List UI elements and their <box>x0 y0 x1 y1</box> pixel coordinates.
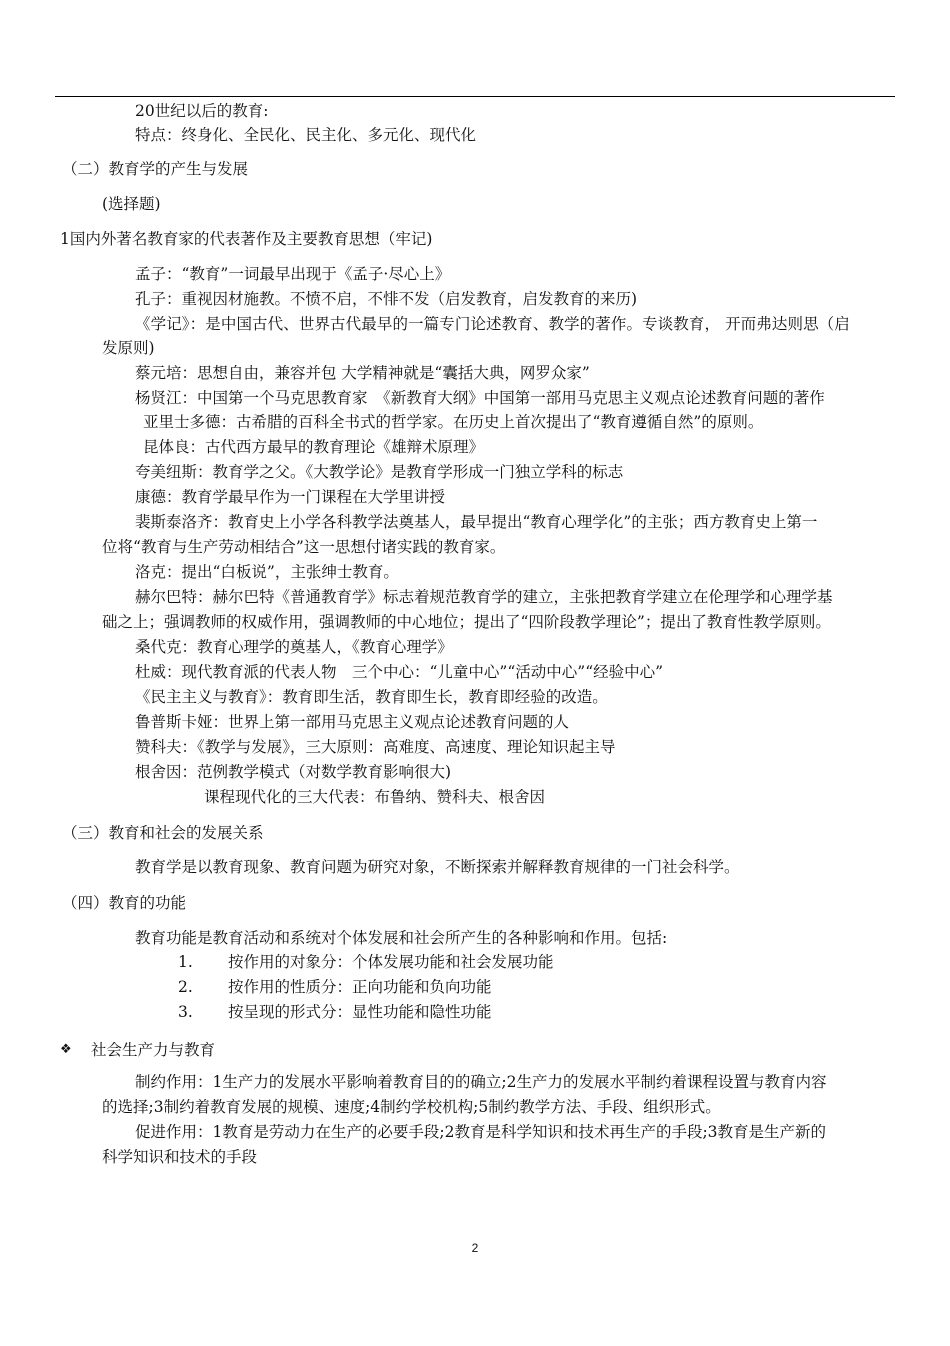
era-label: 20世纪以后的教育: <box>135 102 269 120</box>
educator-item-cont: 发原则) <box>102 339 155 357</box>
era-features: 特点：终身化、全民化、民主化、多元化、现代化 <box>135 126 477 144</box>
list-text: 按作用的性质分：正向功能和负向功能 <box>228 978 492 996</box>
educator-item: 杨贤江：中国第一个马克思教育家 《新教育大纲》中国第一部用马克思主义观点论述教育问题的著作 <box>135 389 825 407</box>
educator-item: 桑代克：教育心理学的奠基人，《教育心理学》 <box>135 638 453 656</box>
educator-item: 赞科夫：《教学与发展》，三大原则：高难度、高速度、理论知识起主导 <box>135 738 616 756</box>
section2-title: （二）教育学的产生与发展 <box>62 160 249 178</box>
section3-title: （三）教育和社会的发展关系 <box>62 824 264 842</box>
educator-item: 孔子：重视因材施教。不愤不启，不悱不发（启发教育，启发教育的来历) <box>135 290 638 308</box>
educator-item: 康德：教育学最早作为一门课程在大学里讲授 <box>135 488 446 506</box>
section2-subtitle: 1国内外著名教育家的代表著作及主要教育思想（牢记) <box>60 230 433 248</box>
page-number: 2 <box>471 1241 479 1255</box>
section3-text: 教育学是以教育现象、教育问题为研究对象，不断探索并解释教育规律的一门社会科学。 <box>135 858 740 876</box>
educator-item: 夸美纽斯：教育学之父。《大教学论》是教育学形成一门独立学科的标志 <box>135 463 624 481</box>
list-number: 3. <box>178 1003 193 1021</box>
educator-item: 赫尔巴特：赫尔巴特《普通教育学》标志着规范教育学的建立，主张把教育学建立在伦理学和心理学基 <box>135 588 833 606</box>
educator-item: 昆体良：古代西方最早的教育理论《雄辩术原理》 <box>143 438 485 456</box>
header-rule <box>55 96 895 97</box>
section4-intro: 教育功能是教育活动和系统对个体发展和社会所产生的各种影响和作用。包括: <box>135 929 668 947</box>
list-number: 1. <box>178 953 193 971</box>
educator-item: 根舍因：范例教学模式（对数学教育影响很大) <box>135 763 452 781</box>
function-list-item <box>178 952 554 972</box>
educator-item: 亚里士多德：古希腊的百科全书式的哲学家。在历史上首次提出了“教育遵循自然”的原则。 <box>143 413 764 431</box>
educator-item-cont: 位将“教育与生产劳动相结合”这一思想付诸实践的教育家。 <box>102 538 506 556</box>
educator-item: 《民主主义与教育》：教育即生活，教育即生长，教育即经验的改造。 <box>135 688 608 706</box>
educator-item: 鲁普斯卡娅：世界上第一部用马克思主义观点论述教育问题的人 <box>135 713 570 731</box>
constraint-line: 制约作用：1生产力的发展水平影响着教育目的的确立;2生产力的发展水平制约着课程设置与教育内容 <box>135 1073 827 1091</box>
educator-item: 课程现代化的三大代表：布鲁纳、赞科夫、根舍因 <box>204 788 546 806</box>
educator-item: 裴斯泰洛齐：教育史上小学各科教学法奠基人，最早提出“教育心理学化”的主张；西方教育史上第一 <box>135 513 818 531</box>
educator-item-cont: 础之上；强调教师的权威作用，强调教师的中心地位；提出了“四阶段教学理论”；提出了教育性教学原则。 <box>102 613 831 631</box>
educator-item: 杜威：现代教育派的代表人物 三个中心：“儿童中心”“活动中心”“经验中心” <box>135 663 664 681</box>
diamond-bullet-icon: ❖ <box>60 1042 72 1057</box>
list-text: 按呈现的形式分：显性功能和隐性功能 <box>228 1003 492 1021</box>
function-list-item <box>178 1002 492 1022</box>
section4-title: （四）教育的功能 <box>62 894 187 912</box>
promote-line: 科学知识和技术的手段 <box>102 1148 258 1166</box>
promote-line: 促进作用：1教育是劳动力在生产的必要手段;2教育是科学知识和技术再生产的手段;3教育是生产新的 <box>135 1123 827 1141</box>
educator-item: 洛克：提出“白板说”，主张绅士教育。 <box>135 563 399 581</box>
constraint-line: 的选择;3制约着教育发展的规模、速度;4制约学校机构;5制约教学方法、手段、组织形式。 <box>102 1098 721 1116</box>
section2-note: (选择题) <box>102 195 161 213</box>
section5-title: 社会生产力与教育 <box>91 1041 216 1059</box>
list-text: 按作用的对象分：个体发展功能和社会发展功能 <box>228 953 554 971</box>
educator-item: 孟子：“教育”一词最早出现于《孟子·尽心上》 <box>135 265 451 283</box>
list-number: 2. <box>178 978 193 996</box>
educator-item: 蔡元培：思想自由，兼容并包 大学精神就是“囊括大典，网罗众家” <box>135 364 590 382</box>
function-list-item <box>178 977 492 997</box>
educator-item: 《学记》：是中国古代、世界古代最早的一篇专门论述教育、教学的著作。专谈教育， 开而弗达则思（启 <box>135 315 850 333</box>
